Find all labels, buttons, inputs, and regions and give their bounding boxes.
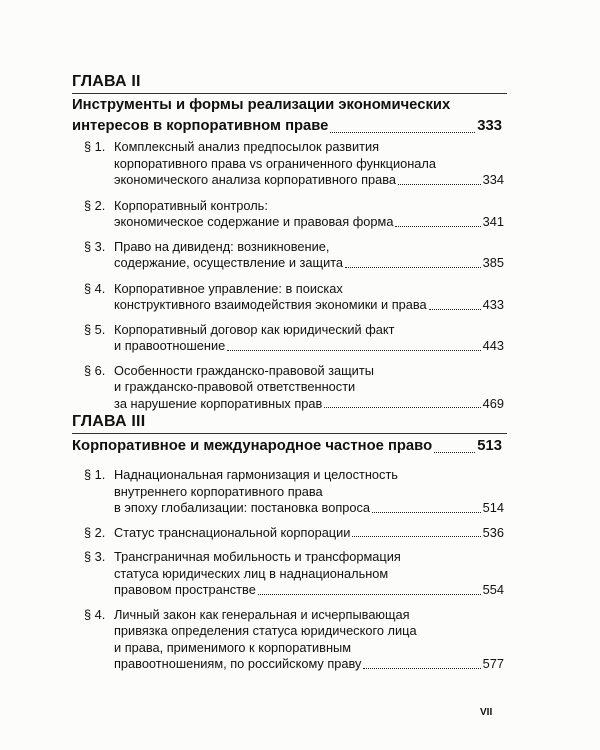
toc-section [84, 525, 504, 542]
chapter-title-line: Инструменты и формы реализации экономических [72, 97, 451, 113]
chapter-title [72, 436, 502, 457]
section-title-line: правоотношениям, по российскому праву [114, 656, 362, 671]
section-entry-last-line [114, 255, 504, 272]
section-number: § 3. [84, 549, 106, 564]
chapter-rule [72, 433, 507, 434]
section-number: § 4. [84, 606, 106, 622]
section-title-line: Право на дивиденд: возникновение, [114, 238, 330, 254]
section-number: § 6. [84, 362, 106, 378]
section-title-line: содержание, осуществление и защита [114, 255, 344, 270]
section-number: § 3. [84, 238, 106, 254]
toc-section [84, 322, 504, 355]
section-entry-last-line [114, 582, 504, 599]
page-number: 513 [477, 438, 502, 454]
toc-section [84, 607, 504, 673]
toc-section [84, 239, 504, 272]
page-number: 433 [482, 297, 504, 312]
section-title-line: внутреннего корпоративного права [114, 483, 323, 499]
section-number: § 1. [84, 467, 106, 482]
page-number: 334 [482, 172, 504, 187]
page-number: 577 [482, 656, 504, 671]
dot-leader [330, 132, 475, 133]
section-title-line: конструктивного взаимодействия экономики и права [114, 297, 427, 312]
chapter-label: ГЛАВА III [72, 413, 146, 430]
section-title-line: и гражданско-правовой ответственности [114, 379, 356, 394]
page-number: 341 [482, 214, 504, 229]
section-number: § 1. [84, 139, 106, 154]
section-list [84, 139, 504, 412]
section-number: § 2. [84, 197, 106, 213]
section-number: § 4. [84, 280, 106, 296]
section-title-line: Статус транснациональной корпорации [114, 524, 351, 540]
dot-leader [434, 452, 475, 453]
section-number: § 2. [84, 524, 106, 540]
section-title-line: Корпоративный договор как юридический факт [114, 321, 395, 337]
page-number: 554 [482, 582, 504, 597]
page-number: 469 [482, 395, 504, 411]
section-entry-last-line [114, 214, 504, 231]
dot-leader [395, 226, 480, 227]
chapter-title-line: Корпоративное и международное частное право [72, 438, 433, 454]
dot-leader [324, 407, 480, 408]
dot-leader [372, 512, 481, 513]
section-entry-last-line [114, 396, 504, 413]
section-entry-last-line [114, 656, 504, 673]
chapter-title-entry [72, 436, 502, 457]
section-title-line: экономическое содержание и правовая форма [114, 214, 394, 229]
dot-leader [227, 350, 480, 351]
section-title-line: статуса юридических лиц в наднациональном [114, 565, 389, 581]
toc-section [84, 139, 504, 189]
dot-leader [258, 594, 481, 595]
section-title-line: привязка определения статуса юридического лица [114, 623, 417, 638]
section-title-line: Наднациональная гармонизация и целостность [114, 467, 398, 482]
section-title-line: и правоотношение [114, 338, 226, 353]
page-folio: VII [480, 707, 493, 718]
toc-section [84, 549, 504, 599]
page-number: 443 [482, 338, 504, 353]
dot-leader [345, 267, 481, 268]
section-entry-last-line [114, 172, 504, 189]
chapter-title [72, 95, 502, 137]
page-number: 514 [482, 500, 504, 515]
section-title-line: за нарушение корпоративных прав [114, 395, 323, 411]
chapter-label: ГЛАВА II [72, 73, 141, 90]
section-title-line: и права, применимого к корпоративным [114, 639, 352, 655]
chapter-title-entry [72, 116, 502, 137]
section-list [84, 467, 504, 673]
page-number: 536 [482, 524, 504, 540]
section-title-line: Корпоративное управление: в поисках [114, 280, 343, 296]
section-entry-last-line [114, 500, 504, 517]
toc-section [84, 467, 504, 517]
dot-leader [352, 536, 480, 537]
section-title-line: правовом пространстве [114, 582, 256, 597]
toc-section [84, 363, 504, 413]
dot-leader [363, 668, 480, 669]
toc-section [84, 198, 504, 231]
section-entry-last-line [114, 297, 504, 314]
section-title-line: корпоративного права vs ограниченного функционала [114, 155, 437, 171]
dot-leader [398, 184, 481, 185]
dot-leader [429, 309, 481, 310]
section-title-line: Корпоративный контроль: [114, 197, 268, 213]
section-entry-last-line [114, 338, 504, 355]
section-entry-last-line [114, 525, 504, 542]
section-title-line: Комплексный анализ предпосылок развития [114, 139, 380, 154]
section-title-line: в эпоху глобализации: постановка вопроса [114, 500, 371, 515]
chapter-title-line: интересов в корпоративном праве [72, 118, 329, 134]
section-title-line: экономического анализа корпоративного права [114, 172, 397, 187]
toc-section [84, 281, 504, 314]
page-number: 385 [482, 255, 504, 270]
section-title-line: Личный закон как генеральная и исчерпывающая [114, 606, 410, 622]
section-number: § 5. [84, 321, 106, 337]
page-number: 333 [477, 118, 502, 134]
section-title-line: Трансграничная мобильность и трансформация [114, 549, 401, 564]
section-title-line: Особенности гражданско-правовой защиты [114, 362, 374, 378]
chapter-rule [72, 93, 507, 94]
